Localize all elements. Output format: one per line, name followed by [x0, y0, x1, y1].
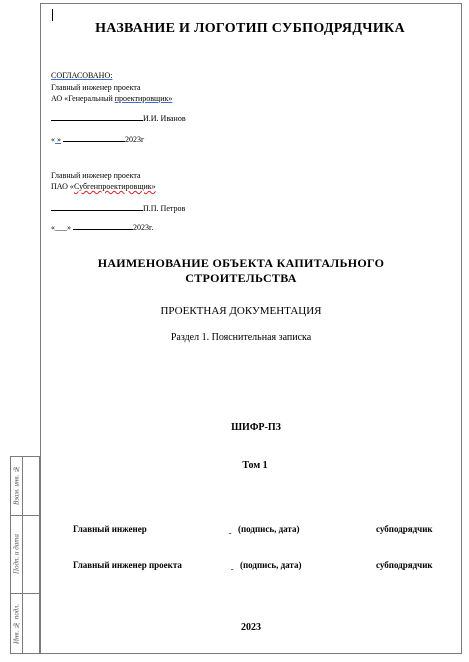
- date-open-quote: «: [51, 135, 55, 144]
- company-title: НАЗВАНИЕ И ЛОГОТИП СУБПОДРЯДЧИКА: [95, 21, 405, 36]
- signature-placeholder: [231, 561, 301, 570]
- approver2-org: [51, 183, 156, 191]
- signature-role: Главный инженер: [73, 524, 147, 534]
- signature-blank: [51, 210, 143, 211]
- signature-hint: (подпись, дата): [240, 560, 302, 570]
- stamp-label-signature-date: Подп. и дата: [12, 534, 21, 574]
- signature-org: субподрядчик: [376, 524, 433, 534]
- date-open-blank: «___»: [51, 223, 73, 232]
- signature-blank: [229, 525, 238, 534]
- approver2-org-prefix: ПАО «: [51, 182, 74, 191]
- signature-blank: [231, 561, 240, 570]
- approver1-org-word: проектировщик»: [114, 94, 173, 103]
- date-year: 2023г: [125, 135, 145, 144]
- signature-placeholder: [229, 525, 299, 534]
- signature-org: субподрядчик: [376, 560, 433, 570]
- volume-number: Том 1: [242, 460, 268, 471]
- text-cursor: [52, 9, 53, 21]
- stamp-strip: [10, 456, 40, 654]
- signature-role: Главный инженер проекта: [73, 560, 182, 570]
- date-month-blank: [73, 229, 133, 230]
- date-year: 2023г.: [133, 223, 154, 232]
- date-day-blank: »: [55, 135, 61, 144]
- stamp-value-column: [23, 456, 40, 654]
- signature-blank: [51, 120, 143, 121]
- approver1-role: Главный инженер проекта: [51, 83, 141, 92]
- agreed-label: СОГЛАСОВАНО:: [51, 71, 113, 80]
- approver1-org: [51, 95, 172, 103]
- approver2-name: П.П. Петров: [143, 204, 186, 213]
- approver1-name: И.И. Иванов: [143, 114, 186, 123]
- signature-hint: (подпись, дата): [238, 524, 300, 534]
- stamp-label-inventory: Инв. № подл.: [12, 603, 21, 644]
- approval2-date: [51, 224, 153, 232]
- document-year: 2023: [241, 622, 261, 633]
- document-cipher: ШИФР-ПЗ: [231, 422, 281, 433]
- approver2-org-word: Субгенпроектировщик»: [73, 182, 156, 191]
- object-title: НАИМЕНОВАНИЕ ОБЪЕКТА КАПИТАЛЬНОГО СТРОИТЕЛЬСТВА: [97, 256, 385, 285]
- stamp-label-replacement: Взам. инв. №: [12, 465, 21, 506]
- doc-type: ПРОЕКТНАЯ ДОКУМЕНТАЦИЯ: [160, 305, 322, 317]
- approver2-role: Главный инженер проекта: [51, 171, 141, 180]
- approval1-date: [51, 136, 144, 144]
- approver1-signature-line: [51, 115, 186, 123]
- approver2-signature-line: [51, 205, 185, 213]
- section-title: Раздел 1. Пояснительная записка: [170, 332, 312, 343]
- approver1-org-prefix: АО «Генеральный: [51, 94, 115, 103]
- date-month-blank: [63, 141, 125, 142]
